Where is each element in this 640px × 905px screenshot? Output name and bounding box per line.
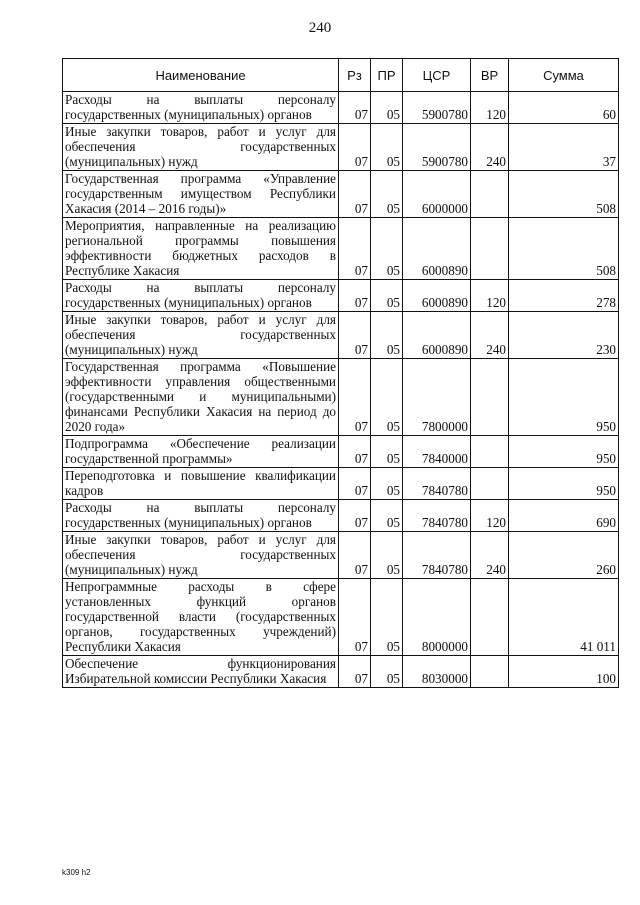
table-row	[63, 280, 619, 312]
row-csr: 6000890	[403, 218, 471, 280]
row-vr: 120	[471, 280, 509, 312]
row-rz: 07	[339, 124, 371, 171]
table-row	[63, 218, 619, 280]
table-row	[63, 359, 619, 436]
row-csr: 7840000	[403, 436, 471, 468]
row-name: Иные закупки товаров, работ и услуг для обеспечения государственных (муниципальных) нужд	[63, 532, 339, 579]
table-row	[63, 500, 619, 532]
table-row	[63, 124, 619, 171]
row-vr: 240	[471, 312, 509, 359]
row-pr: 05	[371, 436, 403, 468]
row-pr: 05	[371, 280, 403, 312]
row-csr: 7840780	[403, 468, 471, 500]
row-vr	[471, 656, 509, 688]
row-sum: 950	[509, 436, 619, 468]
footer-code: k309 h2	[62, 868, 91, 877]
row-csr: 6000000	[403, 171, 471, 218]
row-csr: 6000890	[403, 312, 471, 359]
row-name: Мероприятия, направленные на реализацию региональной программы повышения эффективности бюджетных расходов в Республике Хакасия	[63, 218, 339, 280]
row-vr: 240	[471, 532, 509, 579]
row-rz: 07	[339, 280, 371, 312]
budget-table	[62, 58, 619, 688]
row-sum: 260	[509, 532, 619, 579]
table-header-row	[63, 59, 619, 92]
row-sum: 37	[509, 124, 619, 171]
row-name: Расходы на выплаты персоналу государственных (муниципальных) органов	[63, 92, 339, 124]
row-name: Подпрограмма «Обеспечение реализации государственной программы»	[63, 436, 339, 468]
header-vr: ВР	[471, 59, 509, 92]
row-name: Иные закупки товаров, работ и услуг для обеспечения государственных (муниципальных) нужд	[63, 312, 339, 359]
row-sum: 100	[509, 656, 619, 688]
row-csr: 7840780	[403, 500, 471, 532]
row-rz: 07	[339, 218, 371, 280]
row-pr: 05	[371, 171, 403, 218]
row-vr: 120	[471, 500, 509, 532]
row-name: Переподготовка и повышение квалификации кадров	[63, 468, 339, 500]
row-rz: 07	[339, 92, 371, 124]
row-vr	[471, 579, 509, 656]
table-row	[63, 171, 619, 218]
row-csr: 8000000	[403, 579, 471, 656]
row-rz: 07	[339, 312, 371, 359]
row-name: Государственная программа «Повышение эффективности управления общественными (государственными и муниципальными) финансами Республики Хакасия на период до 2020 года»	[63, 359, 339, 436]
row-name: Иные закупки товаров, работ и услуг для обеспечения государственных (муниципальных) нужд	[63, 124, 339, 171]
row-vr: 120	[471, 92, 509, 124]
row-vr	[471, 436, 509, 468]
row-rz: 07	[339, 359, 371, 436]
header-rz: Рз	[339, 59, 371, 92]
row-vr	[471, 171, 509, 218]
row-sum: 60	[509, 92, 619, 124]
row-csr: 6000890	[403, 280, 471, 312]
row-sum: 278	[509, 280, 619, 312]
row-vr	[471, 468, 509, 500]
row-rz: 07	[339, 579, 371, 656]
row-name: Расходы на выплаты персоналу государственных (муниципальных) органов	[63, 500, 339, 532]
row-name: Обеспечение функционирования Избирательной комиссии Республики Хакасия	[63, 656, 339, 688]
table-row	[63, 436, 619, 468]
row-vr	[471, 218, 509, 280]
row-rz: 07	[339, 532, 371, 579]
table-row	[63, 92, 619, 124]
row-csr: 7840780	[403, 532, 471, 579]
row-rz: 07	[339, 500, 371, 532]
row-csr: 5900780	[403, 124, 471, 171]
header-sum: Сумма	[509, 59, 619, 92]
row-pr: 05	[371, 218, 403, 280]
page-number: 240	[308, 20, 332, 36]
row-pr: 05	[371, 532, 403, 579]
row-name: Расходы на выплаты персоналу государственных (муниципальных) органов	[63, 280, 339, 312]
row-sum: 41 011	[509, 579, 619, 656]
header-pr: ПР	[371, 59, 403, 92]
row-pr: 05	[371, 656, 403, 688]
row-sum: 508	[509, 171, 619, 218]
row-vr	[471, 359, 509, 436]
header-name: Наименование	[63, 59, 339, 92]
row-rz: 07	[339, 468, 371, 500]
row-rz: 07	[339, 436, 371, 468]
row-rz: 07	[339, 171, 371, 218]
row-vr: 240	[471, 124, 509, 171]
row-name: Непрограммные расходы в сфере установленных функций органов государственной власти (государственных органов, государственных учреждений) Республики Хакасия	[63, 579, 339, 656]
table-row	[63, 532, 619, 579]
table-row	[63, 656, 619, 688]
row-sum: 508	[509, 218, 619, 280]
row-pr: 05	[371, 92, 403, 124]
row-sum: 950	[509, 468, 619, 500]
row-csr: 5900780	[403, 92, 471, 124]
row-name: Государственная программа «Управление государственным имуществом Республики Хакасия (2014 – 2016 годы)»	[63, 171, 339, 218]
table-row	[63, 579, 619, 656]
table-row	[63, 312, 619, 359]
row-csr: 7800000	[403, 359, 471, 436]
table-row	[63, 468, 619, 500]
row-pr: 05	[371, 468, 403, 500]
row-sum: 950	[509, 359, 619, 436]
row-sum: 690	[509, 500, 619, 532]
row-pr: 05	[371, 579, 403, 656]
row-rz: 07	[339, 656, 371, 688]
row-pr: 05	[371, 500, 403, 532]
header-csr: ЦСР	[403, 59, 471, 92]
row-pr: 05	[371, 124, 403, 171]
row-pr: 05	[371, 359, 403, 436]
row-csr: 8030000	[403, 656, 471, 688]
row-pr: 05	[371, 312, 403, 359]
row-sum: 230	[509, 312, 619, 359]
